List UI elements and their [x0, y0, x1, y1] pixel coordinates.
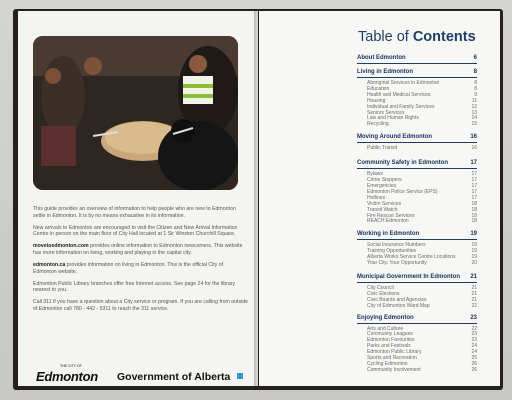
toc-item[interactable]: Social Insurance Numbers 19	[367, 242, 477, 249]
intro-paragraph: This guide provides an overview of information to help people who are new to Edmonton settle in Edmonton. It is by no means exhaustive in its information.	[33, 206, 236, 219]
intro-text	[33, 206, 248, 318]
toc-section-rule	[357, 323, 477, 324]
intro-paragraph: edmonton.ca provides information on living in Edmonton. This is the official City of Edmonton website.	[33, 262, 224, 275]
toc-item[interactable]: Health and Medical Services 9	[367, 91, 477, 98]
toc-item[interactable]: Housing 11	[367, 97, 477, 104]
toc-item[interactable]: Edmonton Police Service (EPS) 17	[367, 188, 477, 195]
toc-section	[357, 54, 477, 64]
toc-item[interactable]: Edmonton Favourites 23	[367, 337, 477, 344]
toc-item[interactable]: Sports and Recreation 25	[367, 355, 477, 362]
city-of-edmonton-logo: THE CITY OF Edmonton	[36, 364, 98, 384]
toc-section	[357, 314, 477, 374]
toc-item[interactable]: City Council 21	[367, 284, 477, 291]
toc-item[interactable]: Crime Stoppers 17	[367, 177, 477, 184]
intro-paragraph: movetoedmonton.com provides online information to Edmonton newcomers. This website has more information on living, working and playing in the capital city.	[33, 243, 243, 256]
toc-title: Table of Contents	[358, 29, 476, 45]
toc-section-heading[interactable]: Municipal Government In Edmonton 21	[357, 273, 477, 280]
toc-item[interactable]: REACH Edmonton 18	[367, 218, 477, 225]
intro-paragraph: Call 311 if you have a question about a City service or program. If you are calling from outside of Edmonton call 780 - 442 - 5311 to reach the 311 service.	[33, 299, 249, 313]
toc-item[interactable]: Fire Rescue Services 18	[367, 212, 477, 219]
government-of-alberta-logo: Government of Alberta	[117, 371, 231, 383]
toc-section-heading[interactable]: Working in Edmonton 19	[357, 231, 477, 238]
toc-item[interactable]: City of Edmonton Ward Map 22	[367, 302, 477, 309]
toc-item[interactable]: Individual and Family Services 12	[367, 103, 477, 110]
toc-item[interactable]: Hotlines 17	[367, 194, 477, 201]
toc-section-heading[interactable]: About Edmonton 6	[357, 55, 477, 61]
toc-item[interactable]: Arts and Culture 22	[367, 325, 477, 332]
toc-item[interactable]: Aboriginal Services in Edmonton 8	[367, 80, 477, 86]
toc-item[interactable]: Edmonton Public Library 24	[367, 349, 477, 356]
alberta-square-icon	[237, 373, 243, 379]
toc-item[interactable]: Victim Services 18	[367, 200, 477, 207]
toc-section	[357, 68, 477, 128]
toc-section	[357, 159, 477, 225]
toc-item[interactable]: Transit Watch 18	[367, 206, 477, 213]
left-page	[18, 11, 258, 386]
toc-item[interactable]: Law and Human Rights 14	[367, 115, 477, 122]
toc-item[interactable]: Community Involvement 26	[367, 366, 477, 373]
toc-section-rule	[357, 282, 477, 283]
toc-section-rule	[357, 63, 477, 64]
toc-list	[357, 54, 477, 374]
toc-item[interactable]: Parks and Festivals 24	[367, 343, 477, 350]
toc-section-rule	[357, 142, 477, 143]
toc-section-rule	[357, 239, 477, 240]
right-page	[259, 11, 500, 386]
toc-section-heading[interactable]: Community Safety in Edmonton 17	[357, 160, 477, 167]
toc-item[interactable]: Emergencies 17	[367, 182, 477, 189]
intro-paragraph: New arrivals to Edmonton are encouraged to visit the Citizen and New Arrival Information Centre in person on the main floor of City Hall located at 1 Sir Winston Churchill Square.	[33, 224, 238, 238]
toc-section-rule	[357, 168, 477, 169]
toc-item[interactable]: Training Opportunities 19	[367, 248, 477, 255]
toc-section	[357, 273, 477, 310]
toc-section-heading[interactable]: Enjoying Edmonton 23	[357, 314, 477, 321]
toc-item[interactable]: Community Leagues 23	[367, 331, 477, 338]
toc-item[interactable]: Civic Boards and Agencies 21	[367, 296, 477, 303]
toc-item[interactable]: Civic Elections 21	[367, 290, 477, 297]
toc-item[interactable]: Seniors Services 13	[367, 109, 477, 116]
website-link[interactable]: movetoedmonton.com	[33, 243, 89, 250]
toc-item[interactable]: Bylaws 17	[367, 171, 477, 178]
toc-section-heading[interactable]: Living in Edmonton 8	[357, 69, 477, 75]
toc-item[interactable]: Recycling 15	[367, 121, 477, 128]
toc-item[interactable]: Cycling Edmonton 26	[367, 361, 477, 367]
drum-circle-photo	[33, 36, 238, 190]
toc-item[interactable]: Public Transit 16	[367, 145, 477, 152]
intro-paragraph: Edmonton Public Library branches offer free Internet access. See page 24 for the library nearest to you.	[33, 280, 236, 294]
toc-section	[357, 230, 477, 267]
toc-item[interactable]: Education 8	[367, 85, 477, 92]
toc-item[interactable]: Alberta Works Service Centre Locations 19	[367, 254, 477, 261]
toc-section-heading[interactable]: Moving Around Edmonton 16	[357, 134, 477, 141]
website-link[interactable]: edmonton.ca	[33, 262, 66, 269]
toc-section	[357, 133, 477, 152]
toc-section-rule	[357, 77, 477, 78]
toc-item[interactable]: Your City. Your Opportunity 20	[367, 260, 477, 267]
